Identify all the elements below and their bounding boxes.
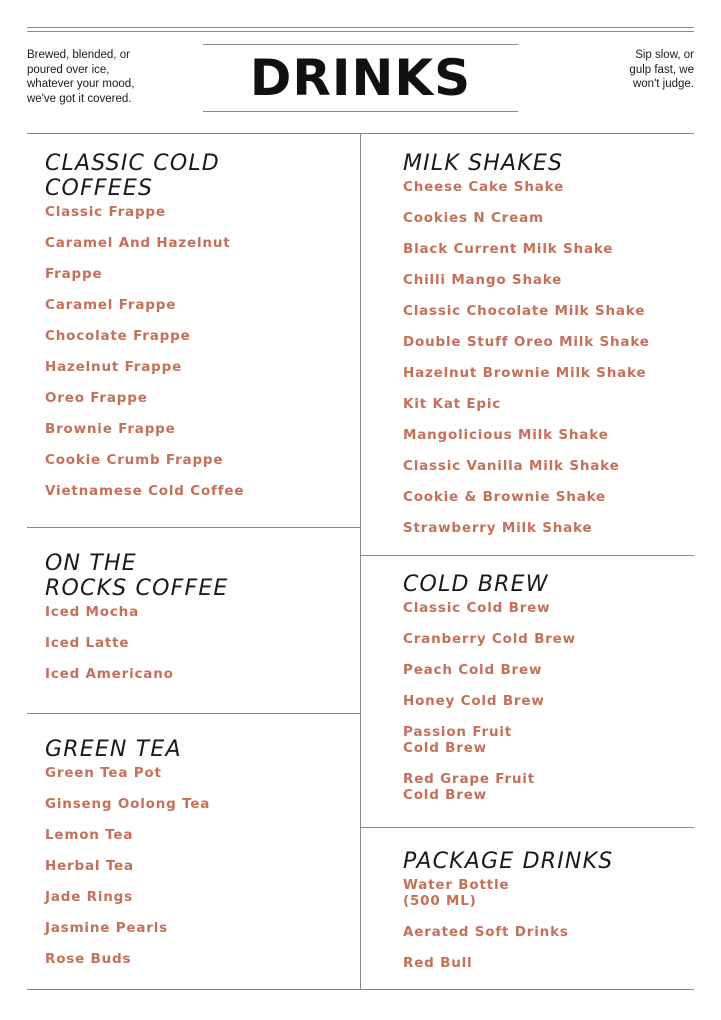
section-cold-brew xyxy=(403,572,693,819)
section-classic-cold-coffees xyxy=(45,151,345,515)
section-divider xyxy=(361,827,694,828)
menu-item: Brownie Frappe xyxy=(45,421,176,437)
section-divider xyxy=(27,713,360,714)
menu-item: Hazelnut Brownie Milk Shake xyxy=(403,365,647,381)
section-heading: MILK SHAKES xyxy=(403,151,564,176)
menu-item: Classic Vanilla Milk Shake xyxy=(403,458,620,474)
menu-list xyxy=(403,180,693,552)
menu-item: Passion Fruit Cold Brew xyxy=(403,724,513,756)
menu-item: Ginseng Oolong Tea xyxy=(45,796,211,812)
menu-item: Jade Rings xyxy=(45,889,133,905)
top-rule xyxy=(27,31,694,32)
menu-item: Strawberry Milk Shake xyxy=(403,520,593,536)
page-title: DRINKS xyxy=(203,44,518,112)
menu-item: Red Bull xyxy=(403,955,473,971)
menu-item: Cheese Cake Shake xyxy=(403,179,565,195)
menu-item: Kit Kat Epic xyxy=(403,396,502,412)
section-heading: CLASSIC COLD COFFEES xyxy=(45,151,220,201)
section-on-the-rocks-coffee xyxy=(45,551,345,698)
menu-item: Aerated Soft Drinks xyxy=(403,924,569,940)
section-package-drinks xyxy=(403,849,693,987)
menu-item: Rose Buds xyxy=(45,951,132,967)
menu-item: Iced Mocha xyxy=(45,604,139,620)
section-divider xyxy=(361,555,694,556)
menu-item: Green Tea Pot xyxy=(45,765,162,781)
menu-item: Caramel And Hazelnut xyxy=(45,235,231,251)
menu-list xyxy=(45,205,345,515)
menu-item: Cookies N Cream xyxy=(403,210,544,226)
menu-item: Lemon Tea xyxy=(45,827,134,843)
menu-list xyxy=(45,766,345,983)
menu-item: Chilli Mango Shake xyxy=(403,272,563,288)
menu-item: Cookie Crumb Frappe xyxy=(45,452,224,468)
menu-item: Vietnamese Cold Coffee xyxy=(45,483,245,499)
menu-item: Jasmine Pearls xyxy=(45,920,169,936)
top-rule xyxy=(27,27,694,28)
bottom-rule xyxy=(27,989,694,990)
menu-item: Iced Latte xyxy=(45,635,130,651)
menu-item: Classic Frappe xyxy=(45,204,166,220)
menu-list xyxy=(403,601,693,819)
tagline-left: Brewed, blended, or poured over ice, whatever your mood, we've got it covered. xyxy=(27,49,135,105)
menu-item: Oreo Frappe xyxy=(45,390,148,406)
menu-item: Chocolate Frappe xyxy=(45,328,191,344)
menu-item: Classic Cold Brew xyxy=(403,600,551,616)
section-heading: COLD BREW xyxy=(403,572,549,597)
section-divider xyxy=(27,527,360,528)
menu-item: Double Stuff Oreo Milk Shake xyxy=(403,334,650,350)
menu-item: Honey Cold Brew xyxy=(403,693,545,709)
section-milk-shakes xyxy=(403,151,693,552)
menu-list xyxy=(45,605,345,698)
menu-item: Frappe xyxy=(45,266,103,282)
menu-item: Cookie & Brownie Shake xyxy=(403,489,606,505)
section-green-tea xyxy=(45,737,345,983)
section-heading: PACKAGE DRINKS xyxy=(403,849,614,874)
menu-item: Hazelnut Frappe xyxy=(45,359,183,375)
menu-item: Iced Americano xyxy=(45,666,174,682)
menu-item: Cranberry Cold Brew xyxy=(403,631,576,647)
menu-item: Red Grape Fruit Cold Brew xyxy=(403,771,535,803)
menu-item: Black Current Milk Shake xyxy=(403,241,614,257)
section-heading: ON THE ROCKS COFFEE xyxy=(45,551,229,601)
menu-list xyxy=(403,878,693,987)
column-divider xyxy=(360,133,361,989)
tagline-right: Sip slow, or gulp fast, we won't judge. xyxy=(629,49,694,90)
menu-item: Water Bottle (500 ML) xyxy=(403,877,510,909)
section-heading: GREEN TEA xyxy=(45,737,182,762)
menu-item: Mangolicious Milk Shake xyxy=(403,427,609,443)
menu-item: Classic Chocolate Milk Shake xyxy=(403,303,646,319)
menu-item: Caramel Frappe xyxy=(45,297,177,313)
menu-item: Peach Cold Brew xyxy=(403,662,543,678)
menu-item: Herbal Tea xyxy=(45,858,134,874)
